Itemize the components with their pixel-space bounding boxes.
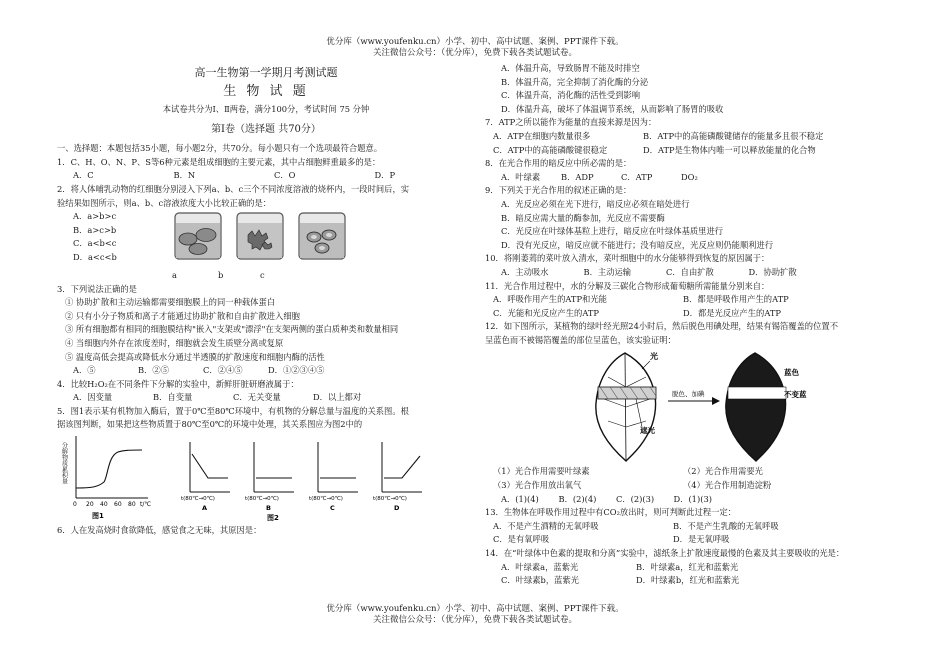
fig2-panel-a: A (202, 504, 208, 513)
right-column (485, 62, 905, 588)
q6-option-c[interactable]: C．体温升高，消化酶的活性受到影响 (501, 90, 641, 101)
right-leaf-icon (726, 353, 786, 461)
q9-option-c[interactable]: C．光反应在叶绿体基粒上进行，暗反应在叶绿体基质里进行 (501, 226, 724, 237)
header-line-1: 优分库（www.youfenku.cn）小学、初中、高中试题、案例、PPT课件下载。 (326, 37, 624, 47)
q13-option-b[interactable]: B．不是产生乳酸的无氧呼吸 (673, 520, 779, 531)
q8-option-c[interactable]: C．ATP (621, 171, 653, 182)
leaf-experiment-figure (580, 347, 820, 465)
q11-options-row1 (485, 293, 905, 307)
q13-option-a[interactable]: A．不是产生酒精的无氧呼吸 (493, 520, 599, 531)
q6-option-b[interactable]: B．体温升高，完全抑制了消化酶的分泌 (501, 76, 649, 87)
q8-option-b[interactable]: B．ADP (561, 171, 594, 182)
q10-option-a[interactable]: A．主动吸水 (501, 266, 549, 277)
q14-option-a[interactable]: A．叶绿素a，蓝紫光 (501, 561, 579, 572)
q10-option-d[interactable]: D．协助扩散 (748, 266, 797, 277)
header-line-2: 关注微信公众号：（优分库），免费下载各类试题试卷。 (372, 48, 577, 58)
q2-beaker-figure (172, 211, 352, 269)
q7-stem: 7．ATP之所以能作为能量的直接来源是因为： (485, 117, 657, 128)
q1-option-a[interactable]: A．C (73, 170, 94, 181)
q4-option-a[interactable]: A．因变量 (73, 392, 113, 403)
q14-stem: 14．在“叶绿体中色素的提取和分离”实验中，滤纸条上扩散速度最慢的色素及其主要吸收的光是： (485, 548, 845, 559)
q12-stem-2: 呈蓝色而不被锡箔覆盖的部位呈蓝色，该实验证明： (485, 334, 676, 345)
footer-line-2: 关注微信公众号：（优分库），免费下载各类试题试卷。 (372, 615, 577, 625)
beaker-b-icon (234, 211, 286, 261)
q7-option-a[interactable]: A．ATP在细胞内数量很多 (493, 130, 591, 141)
q3-option-c[interactable]: C．②④⑤ (203, 365, 243, 376)
q8-options (485, 171, 741, 185)
beaker-c-label: c (260, 269, 265, 280)
subject-title: 生 物 试 题 (223, 84, 309, 99)
q7-option-d[interactable]: D．ATP是生物体内唯一可以释放能量的化合物 (643, 144, 816, 155)
q13-options-row2 (485, 533, 905, 547)
fig2-a-xlabel: t(80℃→0℃) (181, 496, 215, 503)
q11-option-b[interactable]: B．都是呼吸作用产生的ATP (683, 294, 789, 305)
instructions: 一、选择题：本题包括35小题，每小题2分，共70分。每小题只有一个选项最符合题意。 (57, 143, 383, 154)
q6-stem: 6．人在发高烧时食欲降低，感觉食之无味，其原因是： (57, 525, 262, 536)
q12-statement-3: （3）光合作用放出氧气 (493, 480, 582, 491)
q9-option-a[interactable]: A．光反应必须在光下进行，暗反应必须在暗处进行 (501, 198, 690, 209)
q12-leaf-figure (580, 347, 905, 465)
fig2-b-xlabel: t(80℃→0℃) (245, 496, 279, 503)
q14-option-d[interactable]: D．叶绿素b，红光和蓝紫光 (636, 575, 740, 586)
q11-option-c[interactable]: C．光能和光反应产生的ATP (493, 307, 599, 318)
q12-option-d[interactable]: D．(1)(3) (673, 493, 712, 504)
q8-option-d[interactable]: DO₂ (681, 171, 698, 182)
q3-option-a[interactable]: A．⑤ (73, 365, 96, 376)
fig2-panel-c: C (330, 504, 335, 513)
q7-options-row1 (485, 130, 905, 144)
label-not-blue: 不变蓝 (784, 390, 807, 400)
q5-stem-1: 5．图1表示某有机物加入酶后，置于0℃至80℃环境中，有机物的分解总量与温度的关系图。根 (57, 405, 409, 416)
beaker-b-label: b (218, 269, 224, 280)
q2-stem-2: 验结果如图所示，则a、b、c溶液浓度大小比较正确的是： (57, 197, 272, 208)
q1-option-c[interactable]: C．O (274, 170, 296, 181)
q12-option-c[interactable]: C．(2)(3) (616, 493, 655, 504)
q1-options (57, 169, 475, 183)
q3-option-d[interactable]: D．①②③④⑤ (268, 365, 325, 376)
q12-option-a[interactable]: A．(1)(4) (501, 493, 539, 504)
q11-option-d[interactable]: D．都是光反应产生的ATP (683, 307, 781, 318)
q2-option-c[interactable]: C．a<b<c (73, 238, 117, 249)
q12-statement-1: （1）光合作用需要叶绿素 (493, 466, 590, 477)
fig1-tick-0: 0 (73, 501, 77, 509)
q5-stem-2: 据该图判断，如果把这些物质置于80℃至0℃的环境中处理，其关系图应为图2中的 (57, 419, 363, 430)
q12-option-b[interactable]: B．(2)(4) (558, 493, 597, 504)
q3-item-3: ③ 所有细胞都有相同的细胞膜结构"嵌入"支架或"漂浮"在支架两侧的蛋白质种类和数量相同 (65, 324, 399, 335)
beaker-a-icon (172, 211, 224, 261)
q14-options-row2 (485, 574, 905, 588)
q2-option-b[interactable]: B．a>c>b (73, 224, 117, 235)
q3-stem: 3．下列说法正确的是 (57, 283, 137, 294)
q12-stem-1: 12．如下图所示，某植物的绿叶经光照24小时后，然后脱色用碘处理，结果有锡箔覆盖的位置不 (485, 321, 838, 332)
fig1-caption: 图1 (92, 512, 104, 521)
q3-options (57, 364, 333, 378)
footer-line-1: 优分库（www.youfenku.cn）小学、初中、高中试题、案例、PPT课件下载。 (326, 604, 624, 614)
q3-item-1: ① 协助扩散和主动运输都需要细胞膜上的同一种载体蛋白 (65, 297, 276, 308)
label-light: 光 (650, 352, 658, 362)
fig1-ylabel: 分解物质累积量 (60, 442, 68, 485)
q13-stem: 13．生物体在呼吸作用过程中有CO₂放出时，则可判断此过程一定： (485, 507, 737, 518)
section-title: 第Ⅰ卷（选择题 共70分） (211, 123, 321, 135)
q14-option-b[interactable]: B．叶绿素a，红光和蓝紫光 (636, 561, 739, 572)
fig2-panel-b: B (266, 504, 271, 513)
exam-title: 高一生物第一学期月考测试题 (194, 66, 338, 79)
beaker-c-icon (296, 211, 348, 261)
q2-stem-1: 2．将人体哺乳动物的红细胞分别浸入下列a、b、c三个不同浓度溶液的烧杯内，一段时间后，实 (57, 183, 410, 194)
q3-option-b[interactable]: B．②⑤ (138, 365, 169, 376)
beaker-a-label: a (172, 269, 177, 280)
fig2-caption: 图2 (267, 514, 279, 523)
fig1-tick-80: 80 (128, 501, 136, 509)
page-header (0, 37, 950, 59)
fig1-tick-20: 20 (86, 501, 94, 509)
fig2-d-xlabel: t(80℃→0℃) (373, 496, 407, 503)
label-shade: 遮光 (640, 426, 655, 436)
fig1-unit: t/℃ (140, 501, 152, 509)
q14-options-row1 (485, 561, 905, 575)
q13-option-d[interactable]: D．是无氧呼吸 (673, 534, 730, 545)
q2-figure-labels (172, 269, 352, 283)
fig2-panel-d: D (394, 504, 400, 513)
page-footer (0, 604, 950, 626)
q4-option-c[interactable]: C．无关变量 (233, 392, 281, 403)
q7-options-row2 (485, 144, 905, 158)
q10-option-c[interactable]: C．自由扩散 (666, 266, 714, 277)
q3-item-2: ② 只有小分子物质和离子才能通过协助扩散和自由扩散进入细胞 (65, 310, 300, 321)
q11-options-row2 (485, 307, 905, 321)
fig1-tick-60: 60 (114, 501, 122, 509)
q2-option-d[interactable]: D．a<c<b (73, 251, 117, 262)
q4-option-b[interactable]: B．自变量 (153, 392, 193, 403)
q10-options (485, 266, 831, 280)
q9-stem: 9．下列关于光合作用的叙述正确的是： (485, 185, 632, 196)
q9-option-d[interactable]: D．没有光反应，暗反应就不能进行；没有暗反应，光反应则仍能顺利进行 (501, 239, 774, 250)
q12-statement-2: （2）光合作用需要光 (683, 466, 763, 477)
fig1-tick-40: 40 (100, 501, 108, 509)
q7-option-c[interactable]: C．ATP中的高能磷酸键很稳定 (493, 144, 608, 155)
q4-stem: 4．比较H₂O₂在不同条件下分解的实验中，新鲜肝脏研磨液属于： (57, 378, 299, 389)
q6-option-d[interactable]: D．体温升高，破坏了体温调节系统，从而影响了肠胃的吸收 (501, 103, 724, 114)
q4-options (57, 391, 393, 405)
q13-option-c[interactable]: C．是有氧呼吸 (493, 534, 550, 545)
q8-option-a[interactable]: A．叶绿素 (501, 171, 541, 182)
q7-option-b[interactable]: B．ATP中的高能磷酸键储存的能量多且很不稳定 (643, 130, 824, 141)
q10-option-b[interactable]: B．主动运输 (583, 266, 632, 277)
q1-option-b[interactable]: B．N (173, 170, 196, 181)
q10-stem: 10．将刚萎蔫的菜叶放入清水，菜叶细胞中的水分能够得到恢复的原因属于： (485, 253, 770, 264)
q11-stem: 11．光合作用过程中，水的分解及三碳化合物形成葡萄糖所需能量分别来自： (485, 280, 770, 291)
q4-option-d[interactable]: D．以上都对 (313, 392, 362, 403)
q8-stem: 8．在光合作用的暗反应中所必需的是： (485, 158, 632, 169)
q13-options-row1 (485, 520, 905, 534)
q12-statements-row1 (485, 465, 905, 479)
q12-statement-4: （4）光合作用制造淀粉 (683, 480, 772, 491)
label-process: 脱色、加碘 (672, 390, 705, 399)
q11-option-a[interactable]: A．呼吸作用产生的ATP和光能 (493, 294, 607, 305)
q3-item-4: ④ 当细胞内外存在浓度差时，细胞就会发生质壁分离或复原 (65, 337, 284, 348)
q3-item-5: ⑤ 温度高低会提高或降低水分通过半透膜的扩散速度和细胞内酶的活性 (65, 351, 325, 362)
q12-statements-row2 (485, 479, 905, 493)
left-column (57, 62, 475, 538)
label-blue: 蓝色 (784, 368, 799, 378)
fig2-c-xlabel: t(80℃→0℃) (309, 496, 343, 503)
q2-option-a[interactable]: A．a>b>c (73, 211, 117, 222)
q1-stem: 1．C、H、O、N、P、S等6种元素是组成细胞的主要元素，其中占细胞鲜重最多的是： (57, 156, 381, 167)
exam-intro: 本试卷共分为Ⅰ、Ⅱ两卷，满分100分，考试时间 75 分钟 (162, 104, 370, 114)
q5-graph-figure (62, 432, 472, 524)
q14-option-c[interactable]: C．叶绿素b，蓝紫光 (501, 575, 580, 586)
q12-options (485, 493, 731, 507)
q9-option-b[interactable]: B．暗反应需大量的酶参加，光反应不需要酶 (501, 212, 665, 223)
q1-option-d[interactable]: D．P (374, 170, 396, 181)
q5-graphs (62, 432, 475, 524)
q6-option-a[interactable]: A．体温升高，导致肠胃不能及时排空 (501, 63, 640, 73)
